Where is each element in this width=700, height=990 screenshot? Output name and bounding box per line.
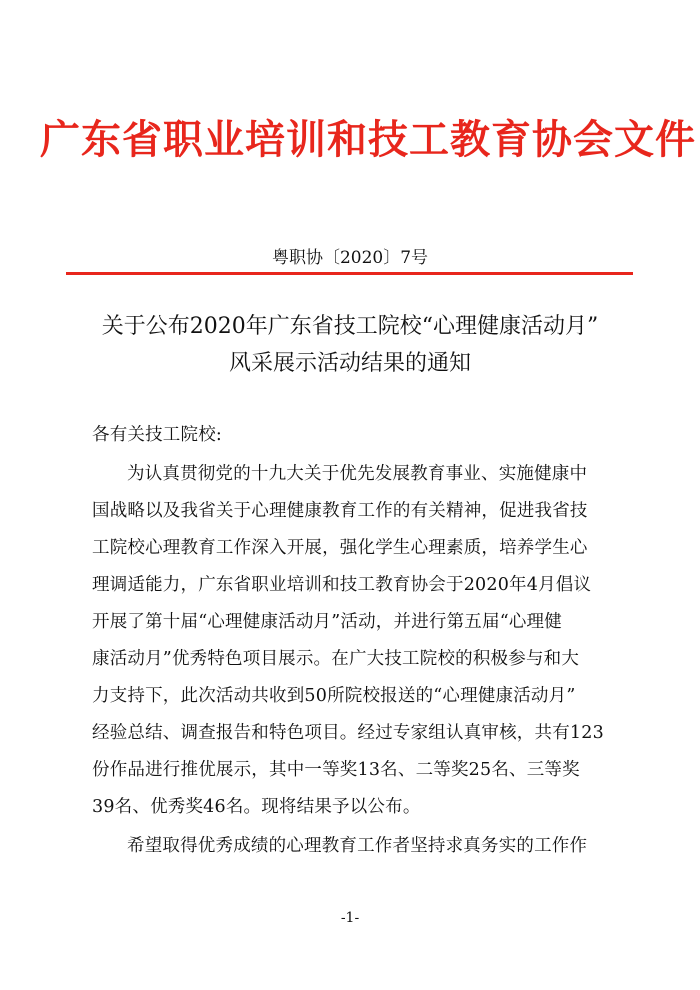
body-paragraph-line: 份作品进行推优展示，其中一等奖13名、二等奖25名、三等奖 (92, 760, 580, 780)
salutation: 各有关技工院校: (92, 425, 222, 445)
notice-title-line-1: 关于公布2020年广东省技工院校“心理健康活动月” (101, 314, 599, 339)
organization-masthead: 广东省职业培训和技工教育协会文件 (40, 116, 696, 163)
body-paragraph-line: 开展了第十届“心理健康活动月”活动，并进行第五届“心理健 (92, 612, 562, 632)
body-paragraph-line: 经验总结、调查报告和特色项目。经过专家组认真审核，共有123 (92, 723, 604, 743)
body-paragraph-line: 希望取得优秀成绩的心理教育工作者坚持求真务实的工作作 (127, 836, 588, 856)
page-number: -1- (340, 910, 360, 926)
body-paragraph-line: 国战略以及我省关于心理健康教育工作的有关精神，促进我省技 (92, 501, 588, 521)
body-paragraph-line: 39名、优秀奖46名。现将结果予以公布。 (92, 797, 421, 817)
notice-title-line-2: 风采展示活动结果的通知 (228, 351, 471, 376)
body-paragraph-line: 力支持下，此次活动共收到50所院校报送的“心理健康活动月” (92, 686, 576, 706)
body-paragraph-line: 理调适能力，广东省职业培训和技工教育协会于2020年4月倡议 (92, 575, 592, 595)
body-paragraph-line: 康活动月”优秀特色项目展示。在广大技工院校的积极参与和大 (92, 649, 580, 669)
red-divider-line (66, 272, 633, 275)
body-paragraph-line: 工院校心理教育工作深入开展，强化学生心理素质，培养学生心 (92, 538, 588, 558)
document-number: 粤职协〔2020〕7号 (271, 248, 429, 268)
body-paragraph-line: 为认真贯彻党的十九大关于优先发展教育事业、实施健康中 (127, 464, 588, 484)
